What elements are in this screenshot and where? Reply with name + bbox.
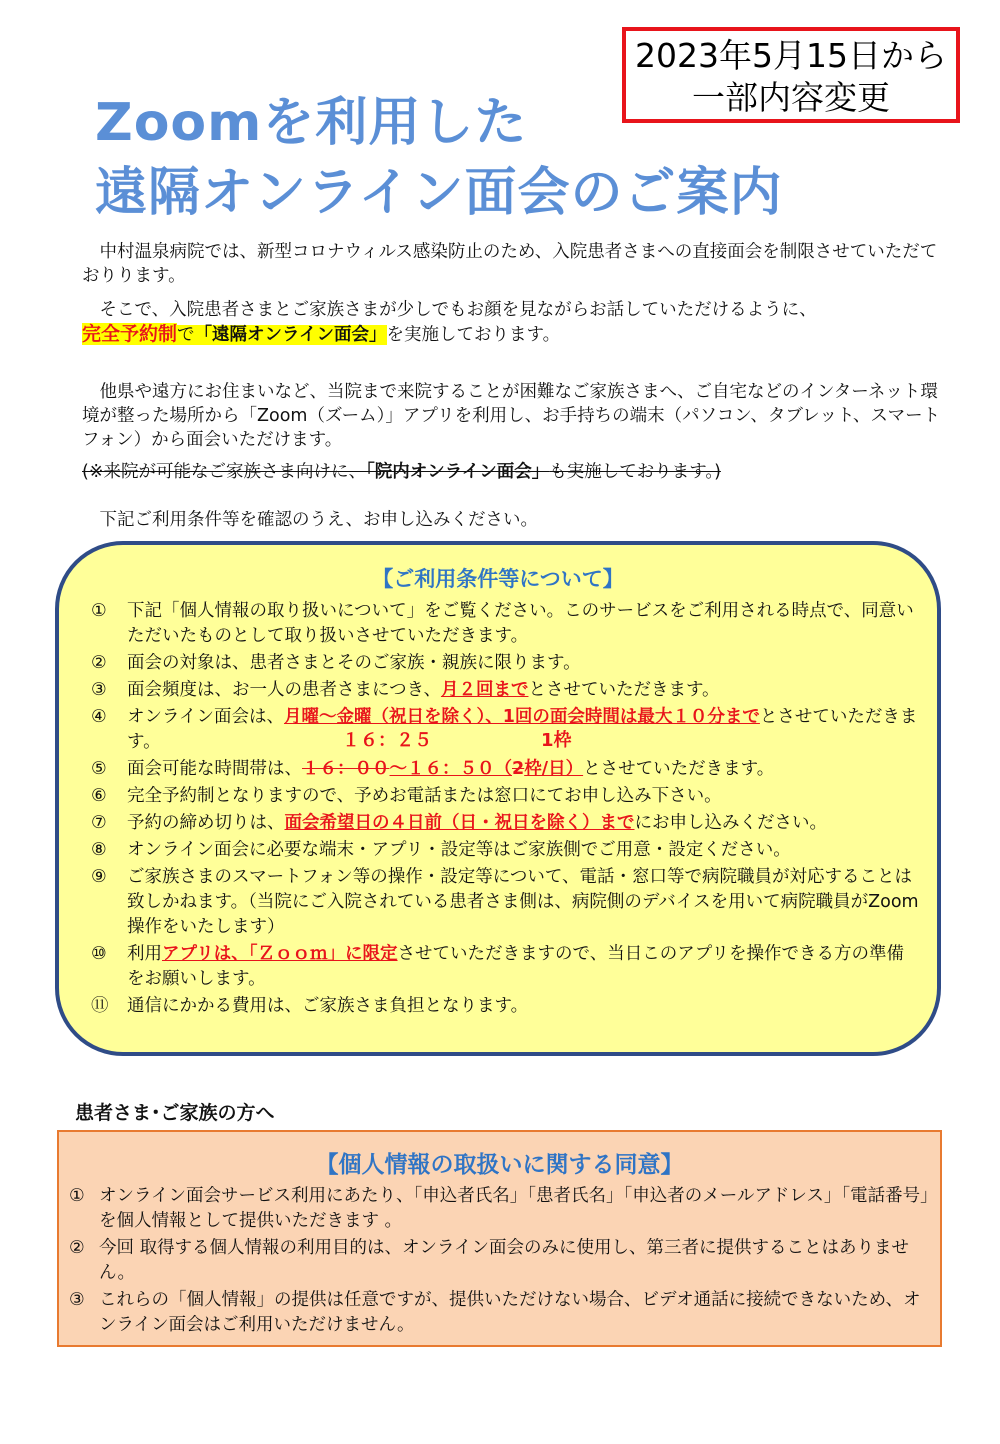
condition-pre: 予約の締め切りは、 (127, 813, 285, 833)
condition-item (91, 651, 921, 676)
condition-pre: 面会頻度は、お一人の患者さまにつき、 (127, 680, 441, 700)
condition-pre: 面会可能な時間帯は、 (127, 759, 302, 779)
consent-num: ② (69, 1238, 85, 1258)
condition-item (91, 599, 921, 649)
condition-text: 通信にかかる費用は、ご家族さま負担となります。 (127, 996, 529, 1016)
consent-box (57, 1130, 942, 1347)
condition-num: ⑥ (91, 786, 107, 806)
condition-item (91, 784, 921, 809)
condition-text: 面会の対象は、患者さまとそのご家族・親族に限ります。 (127, 653, 581, 673)
consent-text: これらの「個人情報」の提供は任意ですが、提供いただけない場合、ビデオ通話に接続できないため、オンライン面会はご利用いただけません。 (99, 1290, 921, 1335)
condition-red: アプリは、「Ｚｏｏｍ」に限定 (162, 944, 398, 964)
conditions-title: 【ご利用条件等について】 (372, 567, 624, 591)
condition-item (91, 678, 921, 703)
condition-item (91, 838, 921, 863)
condition-pre: 利用 (127, 944, 162, 964)
page-title-line2: 遠隔オンライン面会のご案内 (95, 163, 783, 223)
intro-p2-de: で (177, 325, 195, 345)
consent-num: ③ (69, 1290, 85, 1310)
condition-item (91, 811, 921, 836)
condition-post: とさせていただきます。 (583, 759, 775, 779)
condition-text (127, 705, 921, 755)
strike-part-a: (※来院が可能なご家族さま向けに、 (82, 462, 366, 482)
slot-overlay: 1枠 (541, 730, 572, 751)
condition-item (91, 865, 921, 940)
condition-pre: オンライン面会は、 (127, 707, 284, 727)
condition-num: ⑧ (91, 840, 107, 860)
condition-red: 月曜～金曜（祝日を除く）、1回の面会時間は最大１０分まで (283, 707, 760, 727)
condition-num: ⑦ (91, 813, 107, 833)
intro-paragraph-1: 中村温泉病院では、新型コロナウィルス感染防止のため、入院患者さまへの直接面会を制限させていただておりります。 (82, 242, 938, 286)
page-title-line1: Zoomを利用した (95, 93, 528, 153)
consent-item (69, 1184, 929, 1234)
condition-num: ① (91, 601, 107, 621)
condition-num: ④ (91, 707, 107, 727)
consent-text: オンライン面会サービス利用にあたり、「申込者氏名」「患者氏名」「申込者のメールアドレス」「電話番号」を個人情報として提供いただきます 。 (99, 1186, 929, 1231)
conditions-box (55, 541, 941, 1056)
condition-text: 下記「個人情報の取り扱いについて」をご覧ください。このサービスをご利用される時点で、同意いただいたものとして取り扱いさせていただきます。 (127, 601, 914, 646)
condition-post: にお申し込みください。 (634, 813, 827, 833)
notice-text: 一部内容変更 (692, 78, 890, 117)
condition-num: ⑤ (91, 759, 107, 779)
condition-strike: １６：００ (302, 759, 390, 779)
condition-text: ご家族さまのスマートフォン等の操作・設定等について、電話・窓口等で病院職員が対応することは致しかねます。（当院にご入院されている患者さま側は、病院側のデバイスを用いて病院職員がZoom操作をいたします） (127, 867, 919, 937)
consent-text: 今回 取得する個人情報の利用目的は、オンライン面会のみに使用し、第三者に提供することはありません。 (99, 1238, 910, 1283)
condition-red: 面会希望日の４日前（日・祝日を除く）まで (284, 813, 635, 833)
condition-text (127, 942, 921, 992)
condition-item (91, 705, 921, 755)
consent-item (69, 1236, 929, 1286)
condition-post: とさせていただきます。 (127, 707, 918, 752)
condition-red: 月２回まで (440, 680, 529, 700)
consent-title: 【個人情報の取扱いに関する同意】 (315, 1152, 684, 1178)
condition-num: ⑩ (91, 944, 107, 964)
intro-paragraph-4: 下記ご利用条件等を確認のうえ、お申し込みください。 (82, 510, 539, 530)
condition-post: させていただきますので、当日このアプリを操作できる方の準備をお願いします。 (127, 944, 905, 989)
strike-part-c: も実施しております。) (549, 462, 721, 482)
remote-visit-highlight: 「遠隔オンライン面会」 (194, 325, 387, 345)
notice-date: 2023年5月15日から (635, 36, 947, 75)
intro-paragraph-3: 他県や遠方にお住まいなど、当院まで来院することが困難なご家族さまへ、ご自宅などのインターネット環境が整った場所から「Zoom（ズーム）」アプリを利用し、お手持ちの端末（パソコン、タブレット、スマートフォン）から面会いただけます。 (82, 382, 941, 450)
condition-strike: 2 (512, 759, 525, 779)
condition-text (127, 811, 921, 836)
consent-num: ① (69, 1186, 85, 1206)
change-notice-box (622, 27, 960, 123)
full-reservation-highlight: 完全予約制 (82, 323, 178, 345)
condition-post: とさせていただきます。 (528, 680, 720, 700)
condition-red: ～１６：５０（ (389, 759, 512, 779)
condition-text: 完全予約制となりますので、予めお電話または窓口にてお申し込み下さい。 (127, 786, 722, 806)
intro-p2-text: そこで、入院患者さまとご家族さまが少しでもお顔を見ながらお話していただけるように、 (82, 300, 817, 320)
condition-text (127, 678, 921, 703)
condition-num: ⑪ (91, 996, 109, 1016)
strike-part-b: 「院内オンライン面会」 (366, 462, 550, 482)
intro-strike-line (82, 460, 952, 484)
condition-item (91, 994, 921, 1019)
time-overlay: １６：２５ (342, 730, 432, 751)
condition-item (91, 942, 921, 992)
intro-p2-end: を実施しております。 (386, 325, 561, 345)
intro-paragraph-2 (82, 298, 952, 347)
conditions-list (91, 599, 921, 1021)
condition-num: ③ (91, 680, 107, 700)
condition-text (127, 757, 921, 782)
condition-item (91, 757, 921, 782)
condition-red: 枠/日） (524, 759, 584, 779)
to-patient-heading: 患者さま･ご家族の方へ (75, 1102, 275, 1124)
condition-num: ② (91, 653, 107, 673)
consent-list (69, 1184, 929, 1340)
consent-item (69, 1288, 929, 1338)
condition-num: ⑨ (91, 867, 107, 887)
condition-text: オンライン面会に必要な端末・アプリ・設定等はご家族側でご用意・設定ください。 (127, 840, 791, 860)
